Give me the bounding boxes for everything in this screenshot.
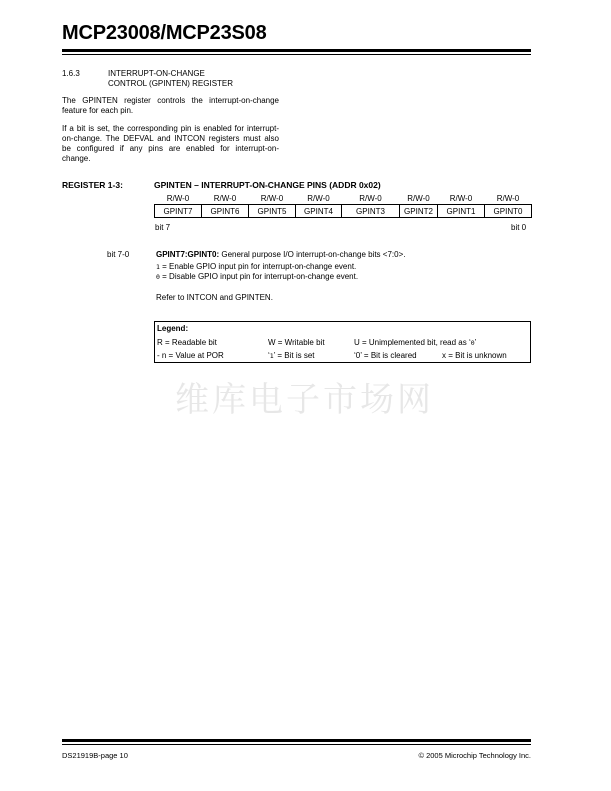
footer-rule-thick	[62, 739, 531, 742]
bit-range-label: bit 7-0	[107, 250, 130, 259]
register-bit-table	[154, 193, 532, 218]
section-number: 1.6.3	[62, 69, 80, 78]
bit-zero-code: 0	[156, 273, 160, 281]
bit-field-text: General purpose I/O interrupt-on-change bits <7:0>.	[221, 250, 406, 259]
bit-low-label: bit 0	[511, 223, 527, 232]
watermark-text: 维库电子市场网	[175, 380, 434, 420]
access-bit3: R/W-0	[359, 194, 382, 203]
access-row	[155, 193, 532, 205]
refer-note: Refer to INTCON and GPINTEN.	[156, 293, 273, 302]
legend-cleared: ‘0’ = Bit is cleared	[354, 351, 417, 360]
bit-name-row	[155, 205, 532, 218]
bit-cell-gpint5: GPINT5	[249, 205, 296, 218]
bit-one-text: = Enable GPIO input pin for interrupt-on-change event.	[162, 262, 357, 271]
bit-cell-gpint3: GPINT3	[342, 205, 400, 218]
bit-high-label: bit 7	[155, 223, 171, 232]
intro-paragraph: The GPINTEN register controls the interrupt-on-change feature for each pin.	[62, 96, 279, 115]
page-title: MCP23008/MCP23S08	[62, 22, 267, 44]
bit-cell-gpint4: GPINT4	[296, 205, 342, 218]
bit-description-line	[156, 250, 536, 260]
access-bit0: R/W-0	[496, 194, 520, 203]
bit-description	[156, 250, 536, 303]
bit-field-name: GPINT7:GPINT0:	[156, 250, 220, 259]
bit-one-line	[156, 262, 536, 272]
config-paragraph: If a bit is set, the corresponding pin is enabled for interrupt-on-change. The DEFVAL and INTCON registers must also be configured if any pins are enabled for interrupt-on-change.	[62, 124, 279, 163]
section-title-line1: INTERRUPT-ON-CHANGE	[108, 69, 205, 78]
access-bit4: R/W-0	[307, 194, 330, 203]
legend-writable: W = Writable bit	[268, 338, 325, 347]
section-title	[108, 69, 233, 89]
legend-box	[154, 321, 531, 363]
register-label: REGISTER 1-3:	[62, 180, 123, 190]
bit-cell-gpint7: GPINT7	[155, 205, 202, 218]
legend-readable: R = Readable bit	[157, 338, 217, 347]
footer-page-number: DS21919B-page 10	[62, 751, 128, 760]
header-rule-thick	[62, 49, 531, 52]
access-bit2: R/W-0	[407, 194, 430, 203]
access-bit6: R/W-0	[213, 194, 237, 203]
access-bit7: R/W-0	[166, 194, 190, 203]
legend-title: Legend:	[157, 324, 189, 333]
bit-cell-gpint0: GPINT0	[485, 205, 532, 218]
bit-cell-gpint6: GPINT6	[202, 205, 249, 218]
bit-one-code: 1	[156, 263, 160, 271]
access-bit1: R/W-0	[449, 194, 473, 203]
legend-por: - n = Value at POR	[157, 351, 224, 360]
legend-unknown: x = Bit is unknown	[442, 351, 507, 360]
footer-copyright: © 2005 Microchip Technology Inc.	[418, 751, 531, 760]
bit-zero-text: = Disable GPIO input pin for interrupt-on-change event.	[162, 272, 359, 281]
bit-cell-gpint2: GPINT2	[400, 205, 438, 218]
legend-unimplemented: U = Unimplemented bit, read as ‘0’	[354, 338, 477, 347]
bit-cell-gpint1: GPINT1	[438, 205, 485, 218]
section-title-line2: CONTROL (GPINTEN) REGISTER	[108, 79, 234, 88]
legend-set: ‘1’ = Bit is set	[268, 351, 315, 360]
bit-zero-line	[156, 272, 536, 282]
access-bit5: R/W-0	[260, 194, 284, 203]
header-rule-thin	[62, 54, 531, 55]
footer-rule-thin	[62, 744, 531, 745]
register-title: GPINTEN – INTERRUPT-ON-CHANGE PINS (ADDR 0x02)	[154, 180, 381, 190]
